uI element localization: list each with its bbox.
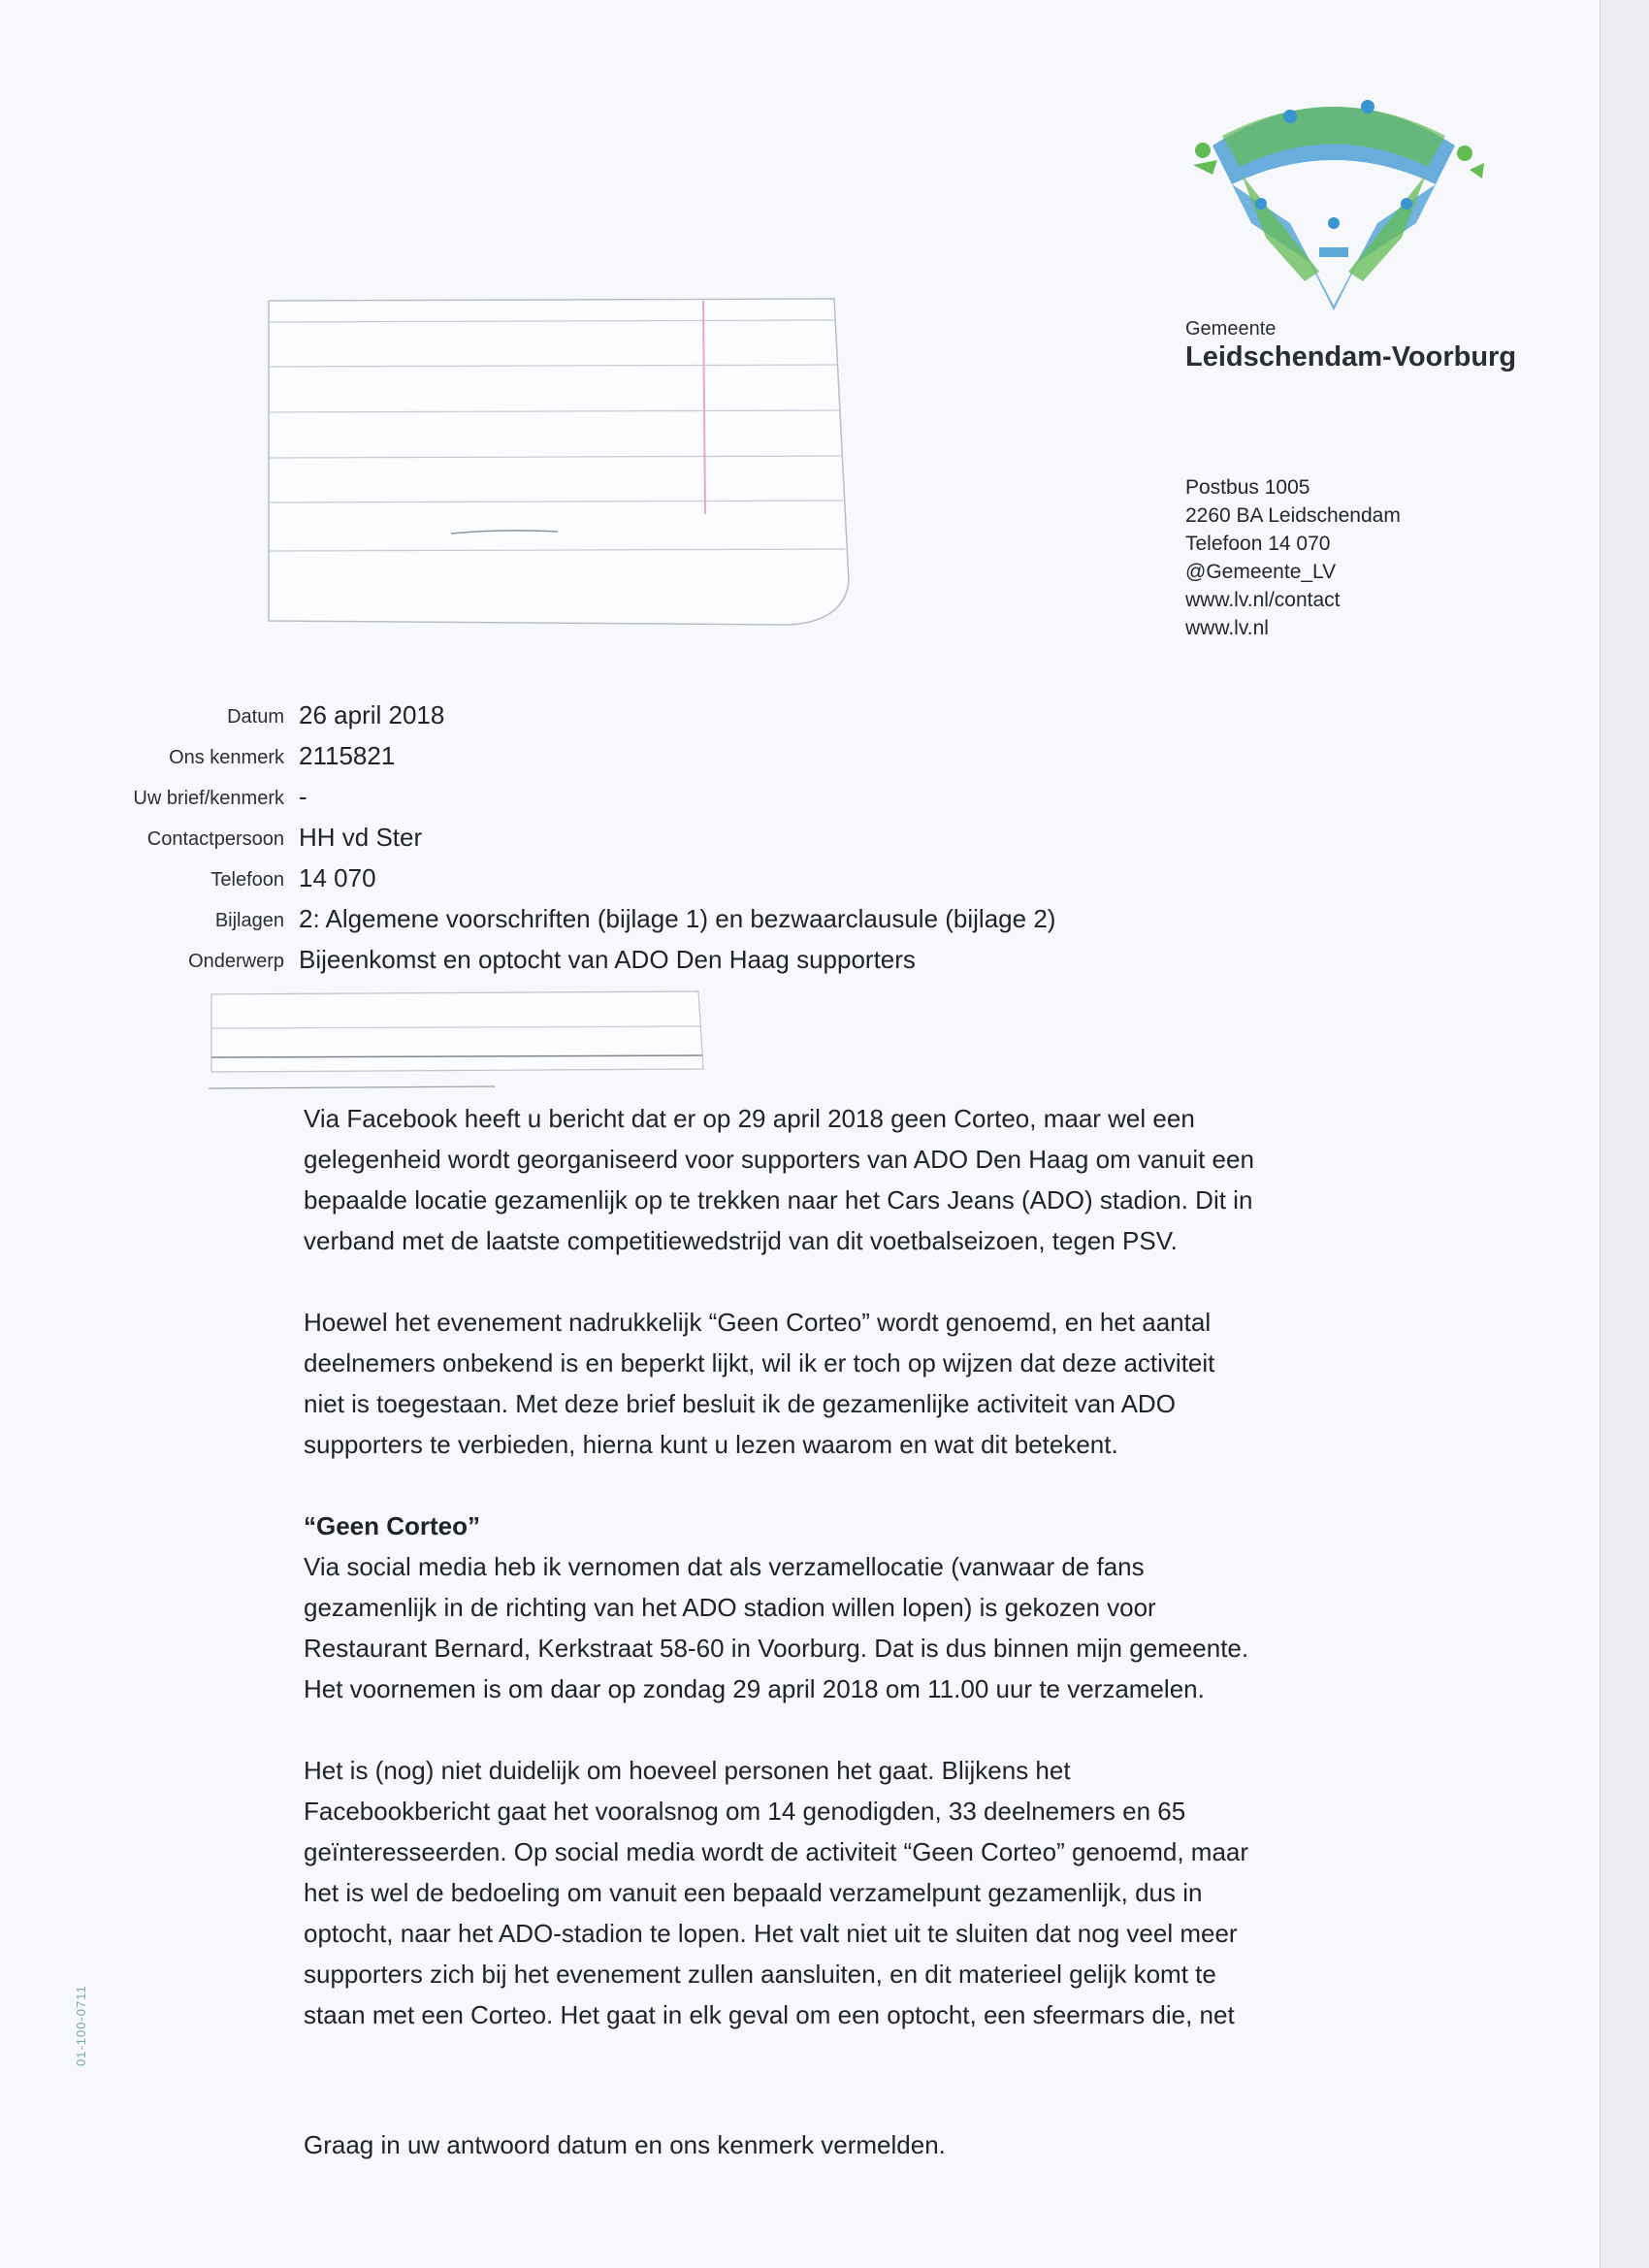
text-line: bepaalde locatie gezamenlijk op te trekken naar het Cars Jeans (ADO) stadion. Dit in [304, 1185, 1253, 1215]
meta-value: 26 april 2018 [299, 700, 445, 729]
text-line: Facebookbericht gaat het vooralsnog om 14 genodigden, 33 deelnemers en 65 [304, 1797, 1186, 1826]
text-line: Via Facebook heeft u bericht dat er op 29 april 2018 geen Corteo, maar wel een [304, 1104, 1195, 1133]
paragraph-1 [304, 1098, 1351, 1261]
meta-label: Onderwerp [188, 951, 284, 972]
text-line: deelnemers onbekend is en beperkt lijkt, wil ik er toch op wijzen dat deze activiteit [304, 1348, 1215, 1377]
meta-label: Uw brief/kenmerk [133, 788, 284, 809]
meta-label: Bijlagen [214, 910, 284, 931]
redacted-salutation [204, 980, 728, 1091]
document-code: 01-100-0711 [74, 1985, 88, 2066]
org-name: Leidschendam-Voorburg [1185, 341, 1517, 373]
contact-postcode: 2260 BA Leidschendam [1185, 504, 1401, 527]
meta-row-bijlagen [0, 904, 1261, 945]
text-line: gezamenlijk in de richting van het ADO stadion willen lopen) is gekozen voor [304, 1593, 1156, 1622]
text-line: geïnteresseerden. Op social media wordt de activiteit “Geen Corteo” genoemd, maar [304, 1837, 1249, 1866]
text-line: Het voornemen is om daar op zondag 29 april 2018 om 11.00 uur te verzamelen. [304, 1674, 1205, 1703]
letter-body [304, 1098, 1351, 2076]
contact-url: www.lv.nl [1185, 617, 1269, 639]
contact-twitter: @Gemeente_LV [1185, 561, 1337, 583]
text-line: gelegenheid wordt georganiseerd voor supporters van ADO Den Haag om vanuit een [304, 1145, 1254, 1174]
paragraph-3 [304, 1506, 1351, 1709]
section-heading: “Geen Corteo” [304, 1511, 481, 1540]
contact-block [1185, 473, 1401, 642]
text-line: Hoewel het evenement nadrukkelijk “Geen Corteo” wordt genoemd, en het aantal [304, 1308, 1212, 1337]
text-line: Restaurant Bernard, Kerkstraat 58-60 in Voorburg. Dat is dus binnen mijn gemeente. [304, 1634, 1249, 1663]
redacted-address-card [267, 291, 854, 626]
text-line: staan met een Corteo. Het gaat in elk geval om een optocht, een sfeermars die, net [304, 2000, 1235, 2029]
meta-value: 2: Algemene voorschriften (bijlage 1) en bezwaarclausule (bijlage 2) [299, 904, 1056, 933]
meta-label: Ons kenmerk [169, 747, 284, 768]
municipality-logo [1174, 78, 1494, 320]
text-line: niet is toegestaan. Met deze brief besluit ik de gezamenlijke activiteit van ADO [304, 1389, 1176, 1418]
meta-value: HH vd Ster [299, 823, 423, 852]
text-line: Via social media heb ik vernomen dat als verzamellocatie (vanwaar de fans [304, 1552, 1145, 1581]
closing-line: Graag in uw antwoord datum en ons kenmerk vermelden. [304, 2130, 946, 2159]
meta-label: Telefoon [210, 869, 284, 891]
meta-label: Contactpersoon [146, 828, 284, 850]
scan-edge [1600, 0, 1649, 2268]
org-type-label: Gemeente [1185, 318, 1277, 340]
letter-meta-table [0, 700, 1261, 986]
text-line: supporters te verbieden, hierna kunt u lezen waarom en wat dit betekent. [304, 1430, 1118, 1459]
meta-value: 2115821 [299, 741, 396, 770]
text-line: het is wel de bedoeling om vanuit een bepaald verzamelpunt gezamenlijk, dus in [304, 1878, 1203, 1907]
contact-postbus: Postbus 1005 [1185, 476, 1310, 499]
meta-row-kenmerk [0, 741, 1261, 782]
meta-value: Bijeenkomst en optocht van ADO Den Haag supporters [299, 945, 916, 974]
meta-row-uw-brief [0, 782, 1261, 823]
contact-url-contact: www.lv.nl/contact [1185, 589, 1341, 611]
contact-phone: Telefoon 14 070 [1185, 533, 1331, 555]
text-line: verband met de laatste competitiewedstrijd van dit voetbalseizoen, tegen PSV. [304, 1226, 1178, 1255]
meta-row-telefoon [0, 863, 1261, 904]
meta-label: Datum [227, 706, 284, 728]
paragraph-2 [304, 1302, 1351, 1465]
paragraph-4 [304, 1750, 1351, 2035]
meta-value: - [299, 782, 307, 811]
meta-row-contactpersoon [0, 823, 1261, 863]
meta-row-datum [0, 700, 1261, 741]
meta-value: 14 070 [299, 863, 376, 892]
text-line: Het is (nog) niet duidelijk om hoeveel personen het gaat. Blijkens het [304, 1756, 1071, 1785]
text-line: supporters zich bij het evenement zullen aansluiten, en dit materieel gelijk komt te [304, 1960, 1216, 1989]
text-line: optocht, naar het ADO-stadion te lopen. Het valt niet uit te sluiten dat nog veel meer [304, 1919, 1238, 1948]
